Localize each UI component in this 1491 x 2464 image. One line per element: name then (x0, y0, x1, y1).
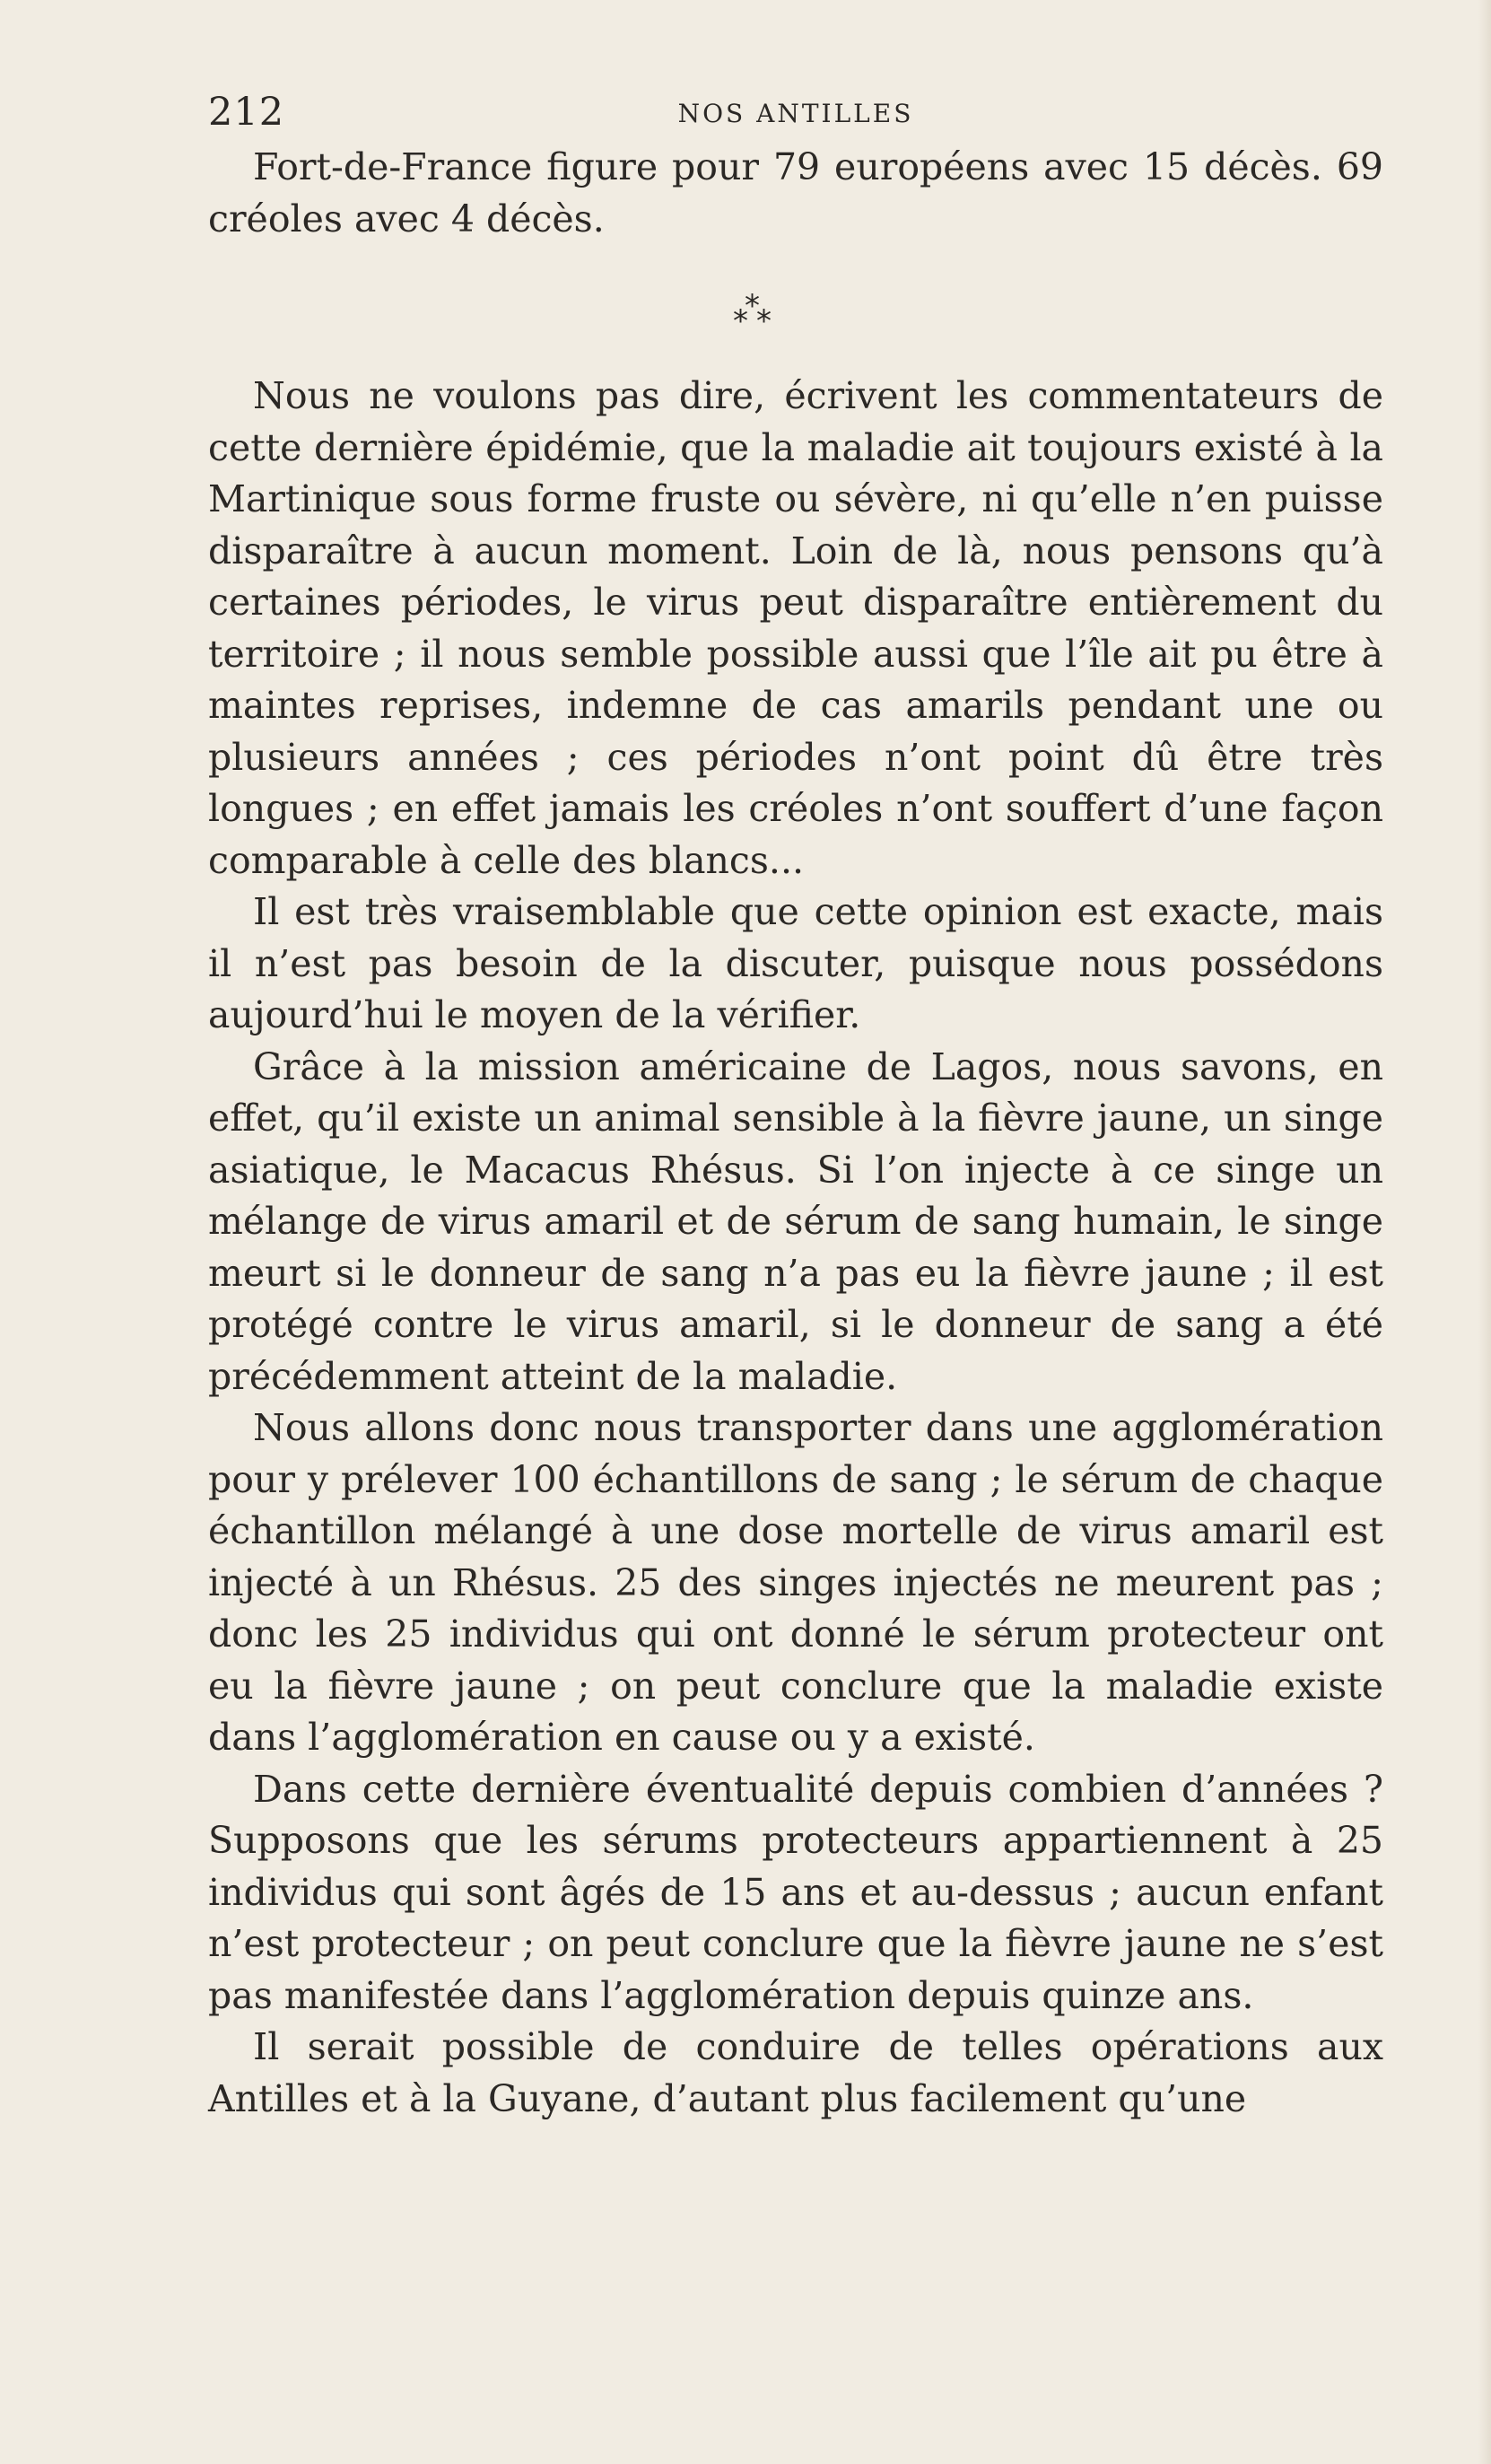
paragraph: Nous ne voulons pas dire, écrivent les commentateurs de cette dernière épidémie, que la maladie ait toujours existé à la Martinique sous forme fruste ou sévère, ni qu’elle n’en puisse disparaître à aucun moment. Loin de là, nous pensons qu’à certaines périodes, le virus peut disparaître entièrement du territoire ; il nous semble possible aussi que l’île ait pu être à maintes reprises, indemne de cas amarils pendant une ou plusieurs années ; ces périodes n’ont point dû être très longues ; en effet jamais les créoles n’ont souffert d’une façon comparable à celle des blancs... (208, 374, 1383, 882)
running-header (208, 79, 1383, 142)
asterisk-icon: * (733, 303, 748, 339)
paragraph: Il est très vraisemblable que cette opinion est exacte, mais il n’est pas besoin de la discuter, puisque nous possédons aujourd’hui le moyen de la vérifier. (208, 890, 1383, 1036)
paragraph: Il serait possible de conduire de telles opérations aux Antilles et à la Guyane, d’autant plus facilement qu’une (208, 2025, 1383, 2120)
paragraph: Nous allons donc nous transporter dans une agglomération pour y prélever 100 échantillons de sang ; le sérum de chaque échantillon mélangé à une dose mortelle de virus amaril est injecté à un Rhésus. 25 des singes injectés ne meurent pas ; donc les 25 individus qui ont donné le sérum protecteur ont eu la fièvre jaune ; on peut conclure que la maladie existe dans l’agglomération en cause ou y a existé. (208, 1406, 1383, 1759)
body-text (208, 142, 1383, 2125)
asterism-separator (208, 245, 1383, 371)
paragraph: Fort-de-France figure pour 79 européens avec 15 décès. 69 créoles avec 4 décès. (208, 145, 1383, 240)
asterisk-icon: * (745, 288, 760, 324)
asterisk-icon: * (756, 303, 772, 339)
page-edge-shadow (1478, 0, 1491, 2464)
book-page (208, 79, 1383, 2125)
paragraph: Grâce à la mission américaine de Lagos, nous savons, en effet, qu’il existe un animal sensible à la fièvre jaune, un singe asiatique, le Macacus Rhésus. Si l’on injecte à ce singe un mélange de virus amaril et de sérum de sang humain, le singe meurt si le donneur de sang n’a pas eu la fièvre jaune ; il est protégé contre le virus amaril, si le donneur de sang a été précédemment atteint de la maladie. (208, 1044, 1383, 1398)
page-number: 212 (208, 90, 285, 135)
paragraph: Dans cette dernière éventualité depuis combien d’années ? Supposons que les sérums protecteurs appartiennent à 25 individus qui sont âgés de 15 ans et au-dessus ; aucun enfant n’est protecteur ; on peut conclure que la fièvre jaune ne s’est pas manifestée dans l’agglomération depuis quinze ans. (208, 1767, 1383, 2017)
running-title: NOS ANTILLES (677, 99, 914, 128)
